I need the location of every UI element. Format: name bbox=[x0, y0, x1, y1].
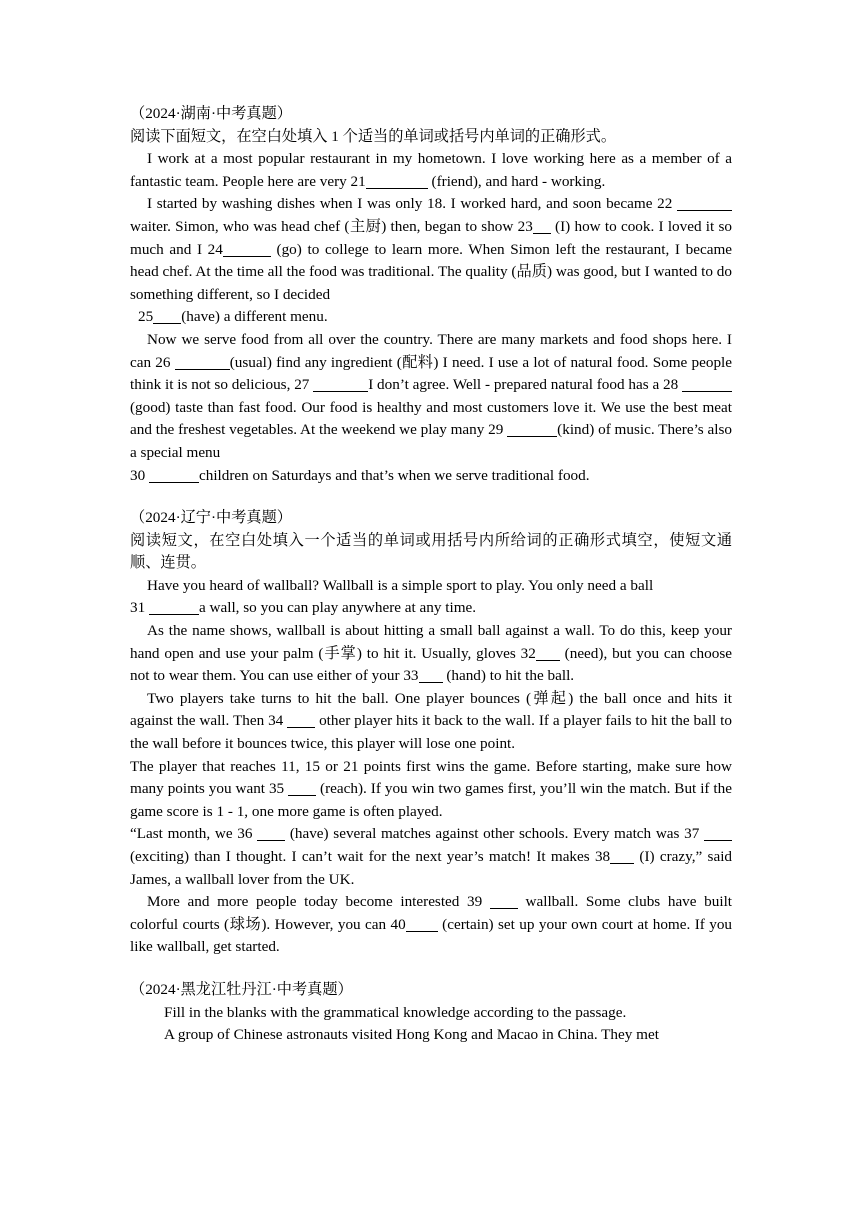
answer-blank-23[interactable] bbox=[533, 217, 551, 234]
answer-blank-32[interactable] bbox=[536, 644, 560, 661]
answer-blank-31[interactable] bbox=[149, 598, 199, 615]
answer-blank-30[interactable] bbox=[149, 466, 199, 483]
answer-blank-34[interactable] bbox=[287, 711, 315, 728]
answer-blank-28[interactable] bbox=[682, 375, 732, 392]
instruction-text: Fill in the blanks with the grammatical knowledge according to the passage. bbox=[164, 1003, 627, 1021]
answer-blank-39[interactable] bbox=[490, 892, 518, 909]
answer-blank-24[interactable] bbox=[223, 240, 271, 257]
answer-blank-21[interactable] bbox=[366, 172, 428, 189]
passage-line: 30 children on Saturdays and that’s when we serve traditional food. bbox=[130, 466, 590, 484]
passage-paragraph: I work at a most popular restaurant in my hometown. I love working here as a member of a fantastic team. People here are very 21 (friend), and hard - working. bbox=[130, 150, 732, 190]
answer-blank-33[interactable] bbox=[419, 666, 443, 683]
passage-paragraph: Two players take turns to hit the ball. One player bounces (弹起) the ball once and hits it against the wall. Then 34 other player hits it back to the wall. If a player fails to hit the ball to the wall before it bounces twice, this player will lose one point. bbox=[130, 689, 732, 753]
passage-paragraph: I started by washing dishes when I was only 18. I worked hard, and soon became 22 waiter. Simon, who was head chef (主厨) then, began to show 23 (I) how to cook. I loved it so much and I 24 (go) to college to learn more. When Simon left the restaurant, I became head chef. At the time all the food was traditional. The quality (品质) was good, but I wanted to do something different, so I decided bbox=[130, 195, 733, 303]
answer-blank-29[interactable] bbox=[507, 420, 557, 437]
instruction-text: 阅读下面短文，在空白处填入 1 个适当的单词或括号内单词的正确形式。 bbox=[130, 127, 616, 145]
passage-paragraph: The player that reaches 11, 15 or 21 points first wins the game. Before starting, make sure how many points you want 35 (reach). If you win two games first, you’ll win the match. But if the game score is 1 - 1, one more game is often played. bbox=[130, 757, 732, 820]
document-page bbox=[130, 103, 732, 1047]
passage-paragraph: A group of Chinese astronauts visited Hong Kong and Macao in China. They met bbox=[164, 1026, 659, 1044]
passage-line: 31 a wall, so you can play anywhere at any time. bbox=[130, 599, 477, 617]
answer-blank-40[interactable] bbox=[406, 915, 438, 932]
answer-blank-22[interactable] bbox=[677, 194, 732, 211]
answer-blank-27[interactable] bbox=[313, 375, 368, 392]
passage-paragraph: More and more people today become interested 39 wallball. Some clubs have built colorful courts (球场). However, you can 40 (certain) set up your own court at home. If you like wallball, get started. bbox=[130, 893, 733, 956]
passage-line: 25 (have) a different menu. bbox=[138, 308, 328, 326]
answer-blank-38[interactable] bbox=[610, 847, 634, 864]
passage-paragraph: “Last month, we 36 (have) several matches against other schools. Every match was 37 (exciting) than I thought. I can’t wait for the next year’s match! It makes 38 (I) crazy,” said James, a wallball lover from the UK. bbox=[130, 825, 733, 888]
question-source: （2024·湖南·中考真题） bbox=[130, 105, 292, 122]
passage-paragraph: As the name shows, wallball is about hitting a small ball against a wall. To do this, keep your hand open and use your palm (手掌) to hit it. Usually, gloves 32 (need), but you can choose not to wear them. You can use either of your 33 (hand) to hit the ball. bbox=[130, 622, 732, 685]
answer-blank-37[interactable] bbox=[704, 824, 732, 841]
passage-paragraph: Now we serve food from all over the country. There are many markets and food shops here. I can 26 (usual) find any ingredient (配料) I need. I use a lot of natural food. Some people think it is not so delicious, 27 I don’t agree. Well - prepared natural food has a 28 (good) taste than fast food. Our food is healthy and most customers love it. We use the best meat and the freshest vegetables. At the weekend we play many 29 (kind) of music. There’s also a special menu bbox=[130, 330, 732, 461]
question-source: （2024·辽宁·中考真题） bbox=[130, 509, 292, 527]
answer-blank-25[interactable] bbox=[153, 307, 181, 324]
answer-blank-36[interactable] bbox=[257, 824, 285, 841]
instruction-text: 阅读短文，在空白处填入一个适当的单词或用括号内所给词的正确形式填空，使短文通顺、连贯。 bbox=[130, 531, 732, 572]
passage-paragraph: Have you heard of wallball? Wallball is a simple sport to play. You only need a ball bbox=[147, 576, 654, 594]
question-source: （2024·黑龙江牡丹江·中考真题） bbox=[130, 980, 353, 998]
answer-blank-26[interactable] bbox=[175, 353, 230, 370]
answer-blank-35[interactable] bbox=[288, 779, 316, 796]
